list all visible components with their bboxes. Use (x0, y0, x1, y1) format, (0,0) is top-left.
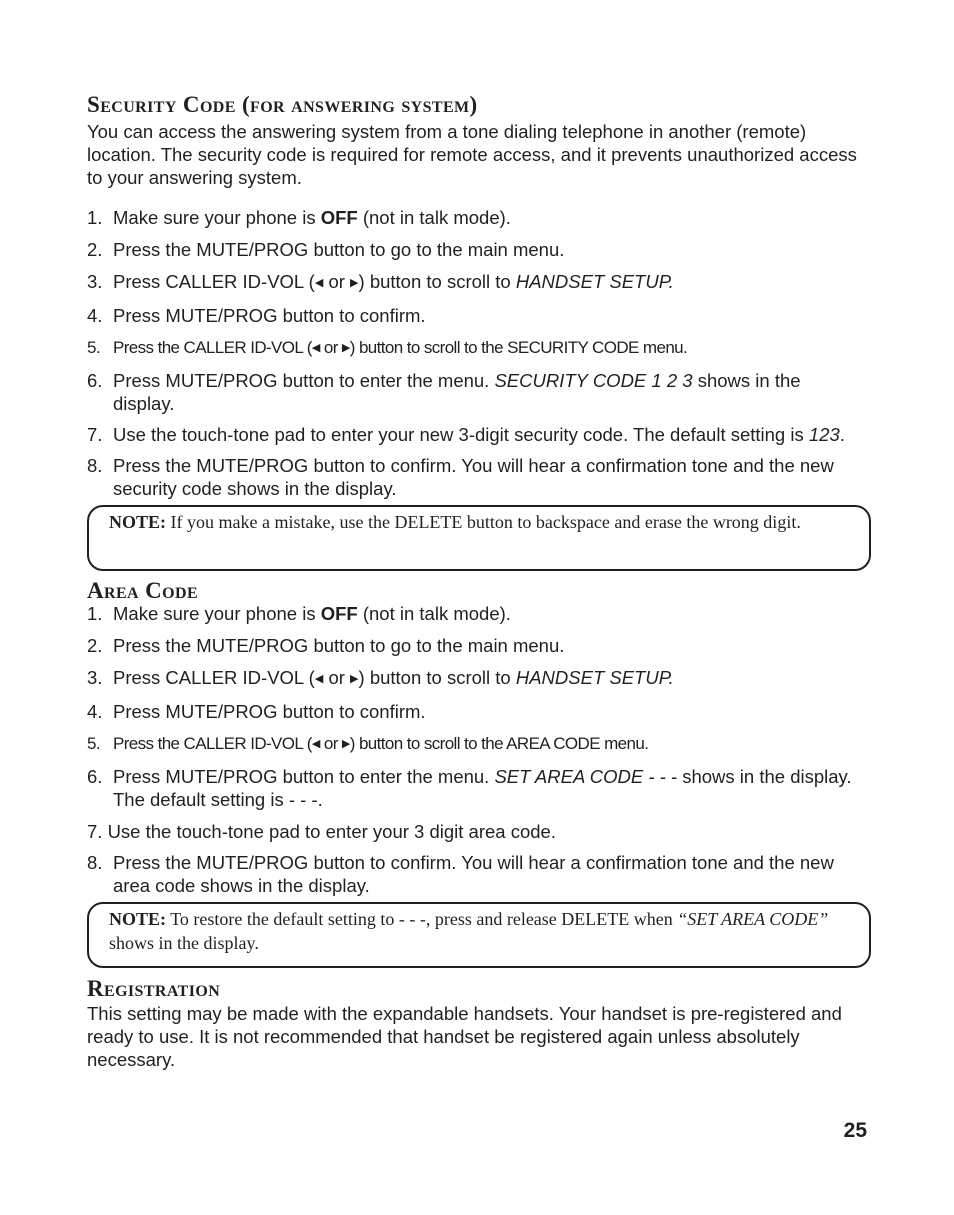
left-arrow-icon: ◀ (311, 342, 320, 354)
list-item: 7. Use the touch-tone pad to enter your 3 digit area code. (87, 821, 556, 842)
list-item: 7. Use the touch-tone pad to enter your new 3-digit security code. The default setting is 123. (87, 424, 845, 445)
registration-heading: Registration (87, 976, 221, 1001)
step-number: 1. (87, 207, 103, 228)
list-item: 2. Press the MUTE/PROG button to go to the main menu. (87, 239, 565, 260)
step-number: 7. (87, 424, 103, 445)
right-arrow-icon: ▶ (341, 342, 350, 354)
page-content (87, 92, 867, 1071)
area-code-note: NOTE: To restore the default setting to - - -, press and release DELETE when “SET AREA CODE” shows in the display. (87, 902, 871, 968)
registration-text: This setting may be made with the expandable handsets. Your handset is pre-registered and ready to use. It is not recommended that handset be registered again unless absolutely necessary. (87, 1003, 842, 1070)
right-arrow-icon: ▶ (350, 277, 359, 289)
security-code-steps (87, 206, 867, 500)
list-item: 4. Press MUTE/PROG button to confirm. (87, 305, 426, 326)
list-item: 3. Press CALLER ID-VOL (◀ or ▶) button to scroll to HANDSET SETUP. (87, 667, 674, 688)
list-item: 1. Make sure your phone is OFF (not in talk mode). (87, 207, 511, 228)
step-number: 3. (87, 271, 103, 292)
security-code-intro: You can access the answering system from a tone dialing telephone in another (remote) location. The security code is required for remote access, and it prevents unauthorized access to your answering system. (87, 121, 857, 188)
list-item: 2. Press the MUTE/PROG button to go to the main menu. (87, 635, 565, 656)
step-number: 3. (87, 667, 103, 688)
off-label: OFF (320, 603, 358, 624)
list-item: 1. Make sure your phone is OFF (not in talk mode). (87, 603, 511, 624)
list-item: 5. Press the CALLER ID-VOL (◀ or ▶) button to scroll to the AREA CODE menu. (87, 734, 649, 753)
step-number: 2. (87, 635, 103, 656)
note-label: NOTE: (109, 512, 167, 532)
step-number: 8. (87, 455, 103, 476)
list-item: 6. Press MUTE/PROG button to enter the menu. SET AREA CODE - - - shows in the display. The default setting is - - -. (87, 766, 852, 810)
step-number: 8. (87, 852, 103, 873)
off-label: OFF (320, 207, 358, 228)
area-code-heading: Area Code (87, 578, 199, 603)
list-item: 4. Press MUTE/PROG button to confirm. (87, 701, 426, 722)
step-number: 1. (87, 603, 103, 624)
step-number: 5. (87, 734, 100, 753)
security-code-note: NOTE: If you make a mistake, use the DELETE button to backspace and erase the wrong digit. (87, 505, 871, 571)
list-item: 6. Press MUTE/PROG button to enter the menu. SECURITY CODE 1 2 3 shows in the display. (87, 370, 801, 414)
right-arrow-icon: ▶ (341, 738, 350, 750)
step-number: 6. (87, 766, 103, 787)
step-number: 4. (87, 305, 103, 326)
step-number: 2. (87, 239, 103, 260)
step-number: 6. (87, 370, 103, 391)
page-number: 25 (843, 1119, 867, 1142)
security-code-heading: Security Code (for answering system) (87, 92, 478, 117)
list-item: 8. Press the MUTE/PROG button to confirm. You will hear a confirmation tone and the new security code shows in the display. (87, 455, 834, 499)
left-arrow-icon: ◀ (314, 673, 324, 685)
list-item: 3. Press CALLER ID-VOL (◀ or ▶) button to scroll to HANDSET SETUP. (87, 271, 674, 292)
right-arrow-icon: ▶ (350, 673, 359, 685)
left-arrow-icon: ◀ (314, 277, 324, 289)
step-number: 5. (87, 338, 100, 357)
list-item: 8. Press the MUTE/PROG button to confirm. You will hear a confirmation tone and the new area code shows in the display. (87, 852, 834, 896)
note-label: NOTE: (109, 909, 167, 929)
list-item: 5. Press the CALLER ID-VOL (◀ or ▶) button to scroll to the SECURITY CODE menu. (87, 338, 688, 357)
left-arrow-icon: ◀ (311, 738, 320, 750)
step-number: 4. (87, 701, 103, 722)
area-code-steps (87, 602, 867, 897)
